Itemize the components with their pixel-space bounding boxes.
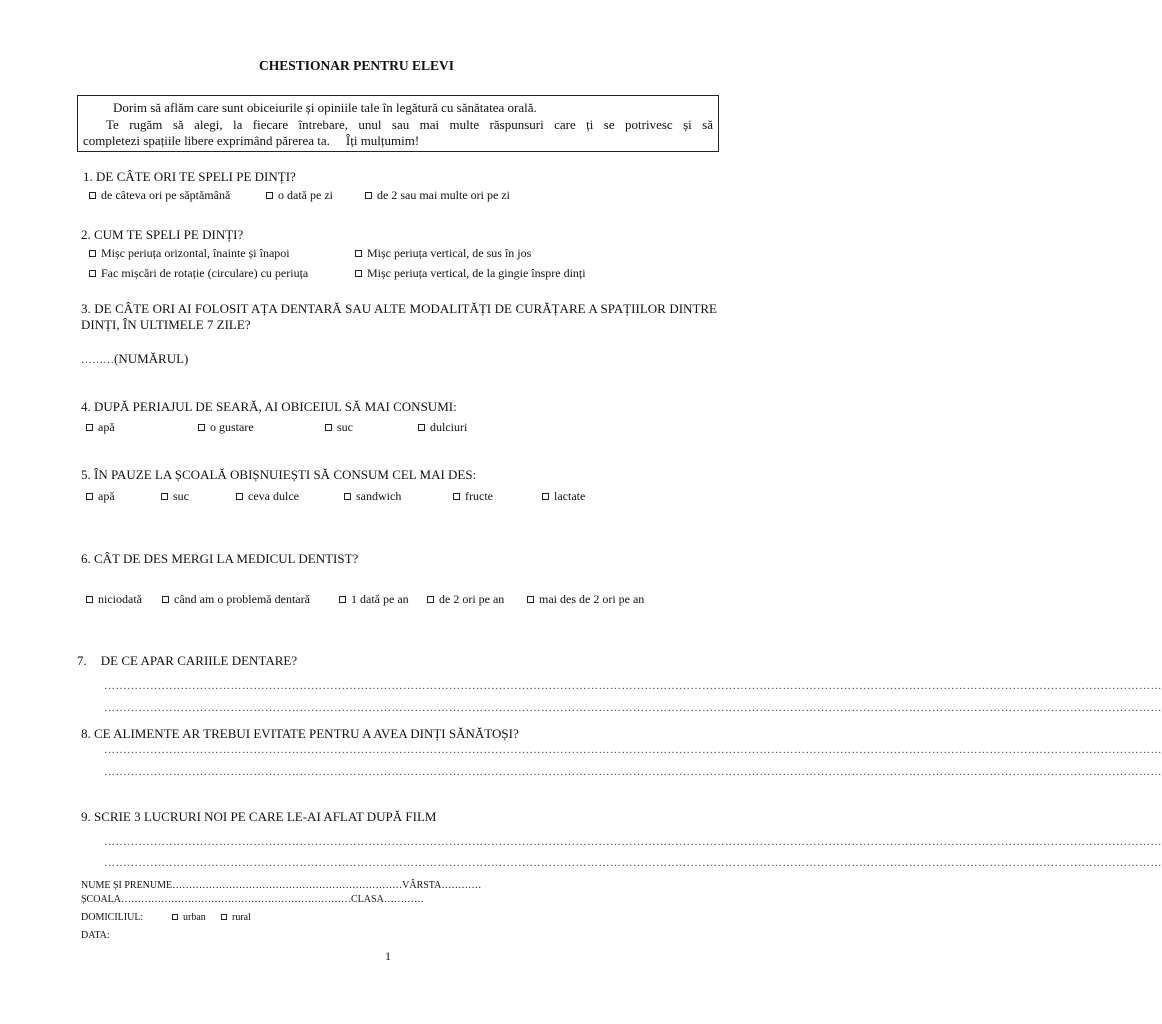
school-field[interactable] [81, 894, 424, 905]
q5-option-5[interactable]: fructe [453, 489, 493, 504]
q3-answer-dots: ……… [81, 354, 114, 366]
question-6: 6. CÂT DE DES MERGI LA MEDICUL DENTIST? [81, 551, 359, 566]
checkbox-icon [86, 493, 93, 500]
question-4: 4. DUPĂ PERIAJUL DE SEARĂ, AI OBICEIUL SĂ MAI CONSUMI: [81, 399, 457, 414]
question-5: 5. ÎN PAUZE LA ȘCOALĂ OBIȘNUIEȘTI SĂ CONSUM CEL MAI DES: [81, 467, 477, 482]
q1-option-1[interactable]: de câteva ori pe săptămână [89, 188, 230, 203]
q2-option-2[interactable]: Mișc periuța vertical, de sus în jos [355, 246, 531, 261]
checkbox-icon [86, 424, 93, 431]
checkbox-icon [453, 493, 460, 500]
checkbox-icon [365, 192, 372, 199]
age-dots: ………… [441, 880, 482, 891]
checkbox-icon [198, 424, 205, 431]
school-label: ȘCOALA [81, 894, 122, 905]
checkbox-icon [427, 596, 434, 603]
age-label: VÂRSTA [402, 880, 442, 891]
checkbox-icon [266, 192, 273, 199]
checkbox-icon [527, 596, 534, 603]
checkbox-icon [344, 493, 351, 500]
question-3: 3. DE CÂTE ORI AI FOLOSIT AȚA DENTARĂ SAU ALTE MODALITĂȚI DE CURĂȚARE A SPAȚIILOR DINTRE DINȚI, ÎN ULTIMELE 7 ZILE? [81, 301, 717, 332]
q5-option-4[interactable]: sandwich [344, 489, 401, 504]
q7-answer-line-1[interactable]: …………………………………………………………………………………………………………………………………………………………………………………………………………………………………………………… [104, 680, 1162, 692]
q4-option-4[interactable]: dulciuri [418, 420, 467, 435]
checkbox-icon [355, 250, 362, 257]
checkbox-icon [89, 270, 96, 277]
domicile-label: DOMICILIUL: [81, 912, 144, 923]
q5-option-1[interactable]: apă [86, 489, 115, 504]
page-title: CHESTIONAR PENTRU ELEVI [258, 58, 455, 73]
name-field[interactable] [81, 880, 481, 891]
intro-box [77, 95, 719, 152]
checkbox-icon [172, 914, 178, 920]
question-2: 2. CUM TE SPELI PE DINȚI? [81, 227, 244, 242]
domicile-option-urban[interactable]: urban [172, 912, 206, 923]
checkbox-icon [418, 424, 425, 431]
name-dots: …………………………………………………………… [172, 880, 403, 891]
q5-option-2[interactable]: suc [161, 489, 189, 504]
q4-option-1[interactable]: apă [86, 420, 115, 435]
q1-option-3[interactable]: de 2 sau mai multe ori pe zi [365, 188, 510, 203]
q6-option-5[interactable]: mai des de 2 ori pe an [527, 592, 644, 607]
question-8: 8. CE ALIMENTE AR TREBUI EVITATE PENTRU A AVEA DINȚI SĂNĂTOȘI? [81, 726, 519, 741]
q2-option-3[interactable]: Fac mișcări de rotație (circulare) cu periuța [89, 266, 308, 281]
checkbox-icon [355, 270, 362, 277]
school-dots: …………………………………………………………… [121, 894, 352, 905]
q9-answer-line-2[interactable]: …………………………………………………………………………………………………………………………………………………………………………………………………………………………………………………… [104, 857, 1162, 869]
class-label: CLASA [351, 894, 384, 905]
q7-answer-line-2[interactable]: …………………………………………………………………………………………………………………………………………………………………………………………………………………………………………………… [104, 702, 1162, 714]
checkbox-icon [89, 192, 96, 199]
q3-answer-field[interactable] [81, 351, 188, 367]
date-label: DATA: [81, 930, 110, 941]
question-1: 1. DE CÂTE ORI TE SPELI PE DINȚI? [83, 169, 296, 184]
name-label: NUME ȘI PRENUME [81, 880, 173, 891]
q8-answer-line-1[interactable]: …………………………………………………………………………………………………………………………………………………………………………………………………………………………………………………… [104, 744, 1162, 756]
page-number: 1 [385, 949, 391, 963]
q6-option-4[interactable]: de 2 ori pe an [427, 592, 504, 607]
domicile-option-rural[interactable]: rural [221, 912, 251, 923]
q2-option-1[interactable]: Mișc periuța orizontal, înainte și înapoi [89, 246, 290, 261]
thanks-text: Îți mulțumim! [345, 133, 420, 148]
intro-line-2: Te rugăm să alegi, la fiecare întrebare, unul sau mai multe răspunsuri care ți se potrivesc și să [106, 117, 713, 132]
question-9: 9. SCRIE 3 LUCRURI NOI PE CARE LE-AI AFLAT DUPĂ FILM [81, 809, 437, 824]
q9-answer-line-1[interactable]: …………………………………………………………………………………………………………………………………………………………………………………………………………………………………………………… [104, 836, 1162, 848]
q1-option-2[interactable]: o dată pe zi [266, 188, 333, 203]
checkbox-icon [236, 493, 243, 500]
intro-line-3: completezi spațiile libere exprimând părerea ta. Îți mulțumim! [83, 133, 420, 148]
q6-option-1[interactable]: niciodată [86, 592, 142, 607]
checkbox-icon [339, 596, 346, 603]
checkbox-icon [542, 493, 549, 500]
q4-option-2[interactable]: o gustare [198, 420, 254, 435]
checkbox-icon [86, 596, 93, 603]
intro-line-1: Dorim să aflăm care sunt obiceiurile și opiniile tale în legătură cu sănătatea orală. [113, 100, 537, 115]
q2-option-4[interactable]: Mișc periuța vertical, de la gingie înspre dinți [355, 266, 586, 281]
q8-answer-line-2[interactable]: …………………………………………………………………………………………………………………………………………………………………………………………………………………………………………………… [104, 766, 1162, 778]
checkbox-icon [89, 250, 96, 257]
checkbox-icon [221, 914, 227, 920]
checkbox-icon [161, 493, 168, 500]
q4-option-3[interactable]: suc [325, 420, 353, 435]
q5-option-6[interactable]: lactate [542, 489, 585, 504]
class-dots: ………… [383, 894, 424, 905]
q5-option-3[interactable]: ceva dulce [236, 489, 299, 504]
q3-answer-label: (NUMĂRUL) [114, 351, 189, 366]
q6-option-3[interactable]: 1 dată pe an [339, 592, 409, 607]
checkbox-icon [325, 424, 332, 431]
question-7: 7. DE CE APAR CARIILE DENTARE? [77, 653, 298, 668]
q6-option-2[interactable]: când am o problemă dentară [162, 592, 310, 607]
checkbox-icon [162, 596, 169, 603]
